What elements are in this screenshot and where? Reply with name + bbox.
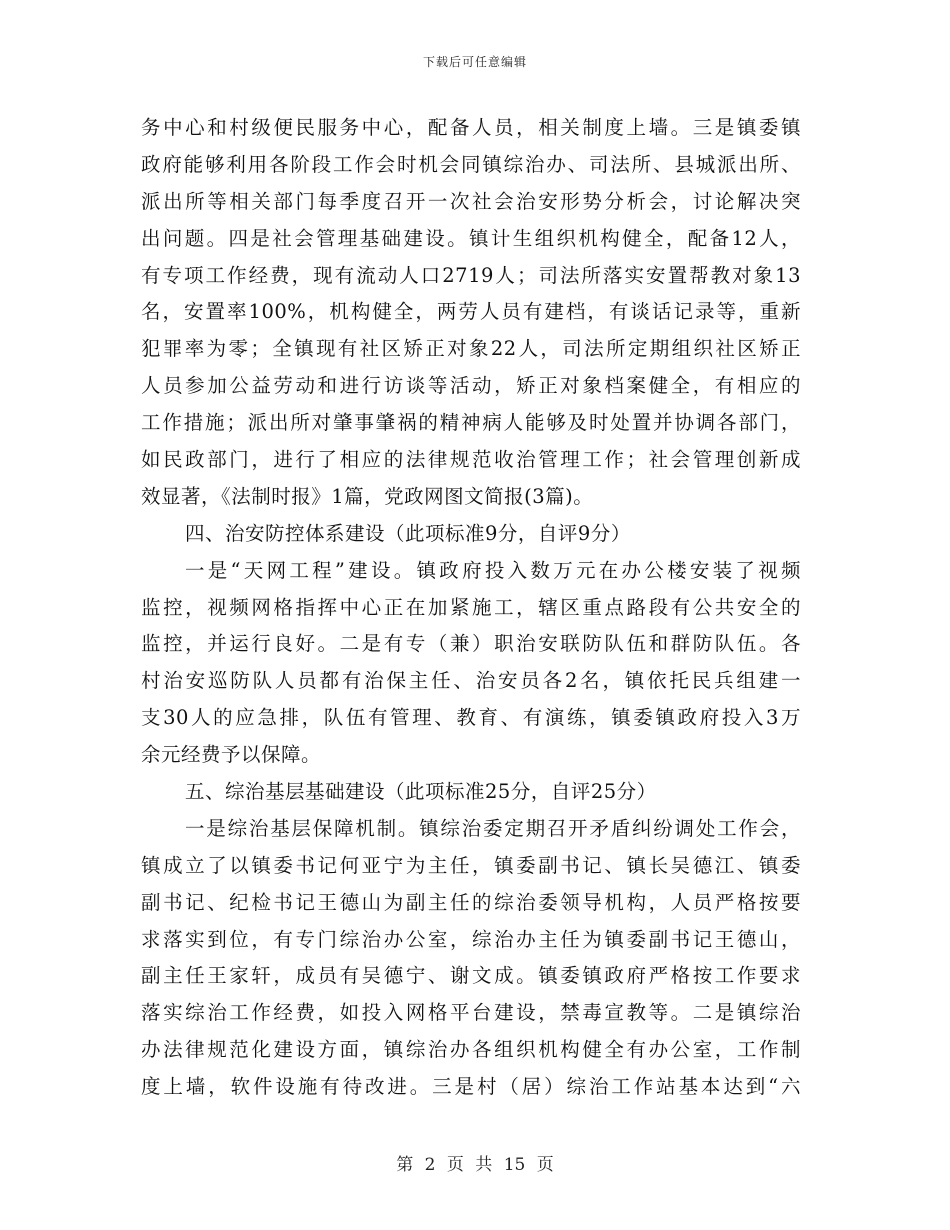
page-header: 下载后可任意编辑 — [422, 55, 527, 69]
text-line: 人员参加公益劳动和进行访谈等活动，矫正对象档案健全，有相应的 — [141, 374, 801, 398]
text-line: 监控，并运行良好。二是有专（兼）职治安联防队伍和群防队伍。各 — [141, 632, 801, 656]
text-line: 落实综治工作经费，如投入网格平台建设，禁毒宣教等。二是镇综治 — [141, 1001, 801, 1025]
text-line: 支30人的应急排，队伍有管理、教育、有演练，镇委镇政府投入3万 — [141, 706, 801, 730]
text-line: 求落实到位，有专门综治办公室，综治办主任为镇委副书记王德山， — [141, 927, 801, 951]
text-line: 效显著，《法制时报》1篇，党政网图文简报(3篇)。 — [141, 484, 594, 508]
text-line: 一是“天网工程”建设。镇政府投入数万元在办公楼安装了视频 — [185, 558, 801, 582]
text-line: 政府能够利用各阶段工作会时机会同镇综治办、司法所、县城派出所、 — [141, 152, 801, 176]
text-line: 如民政部门，进行了相应的法律规范收治管理工作；社会管理创新成 — [141, 448, 801, 472]
document-body — [141, 110, 801, 1106]
text-line: 度上墙，软件设施有待改进。三是村（居）综治工作站基本达到“六 — [141, 1075, 801, 1099]
text-line: 出问题。四是社会管理基础建设。镇计生组织机构健全，配备12人， — [141, 226, 801, 250]
text-line: 四、治安防控体系建设（此项标准9分，自评9分） — [185, 521, 631, 545]
text-line: 一是综治基层保障机制。镇综治委定期召开矛盾纠纷调处工作会， — [185, 816, 801, 840]
text-line: 名，安置率100%，机构健全，两劳人员有建档，有谈话记录等，重新 — [141, 300, 801, 324]
text-line: 犯罪率为零；全镇现有社区矫正对象22人，司法所定期组织社区矫正 — [141, 337, 801, 361]
text-line: 五、综治基层基础建设（此项标准25分，自评25分） — [185, 780, 657, 804]
text-line: 村治安巡防队人员都有治保主任、治安员各2名，镇依托民兵组建一 — [141, 669, 801, 693]
text-line: 副主任王家轩，成员有吴德宁、谢文成。镇委镇政府严格按工作要求 — [141, 964, 801, 988]
text-line: 派出所等相关部门每季度召开一次社会治安形势分析会，讨论解决突 — [141, 189, 801, 213]
text-line: 办法律规范化建设方面，镇综治办各组织机构健全有办公室，工作制 — [141, 1038, 801, 1062]
text-line: 工作措施；派出所对肇事肇祸的精神病人能够及时处置并协调各部门， — [141, 411, 801, 435]
text-line: 监控，视频网格指挥中心正在加紧施工，辖区重点路段有公共安全的 — [141, 595, 801, 619]
page-number-footer: 第 2 页 共 15 页 — [396, 1155, 554, 1175]
text-line: 余元经费予以保障。 — [141, 743, 322, 767]
text-line: 务中心和村级便民服务中心，配备人员，相关制度上墙。三是镇委镇 — [141, 116, 801, 139]
text-line: 副书记、纪检书记王德山为副主任的综治委领导机构，人员严格按要 — [141, 890, 801, 914]
text-line: 有专项工作经费，现有流动人口2719人；司法所落实安置帮教对象13 — [141, 263, 801, 287]
text-line: 镇成立了以镇委书记何亚宁为主任，镇委副书记、镇长吴德江、镇委 — [141, 853, 801, 877]
